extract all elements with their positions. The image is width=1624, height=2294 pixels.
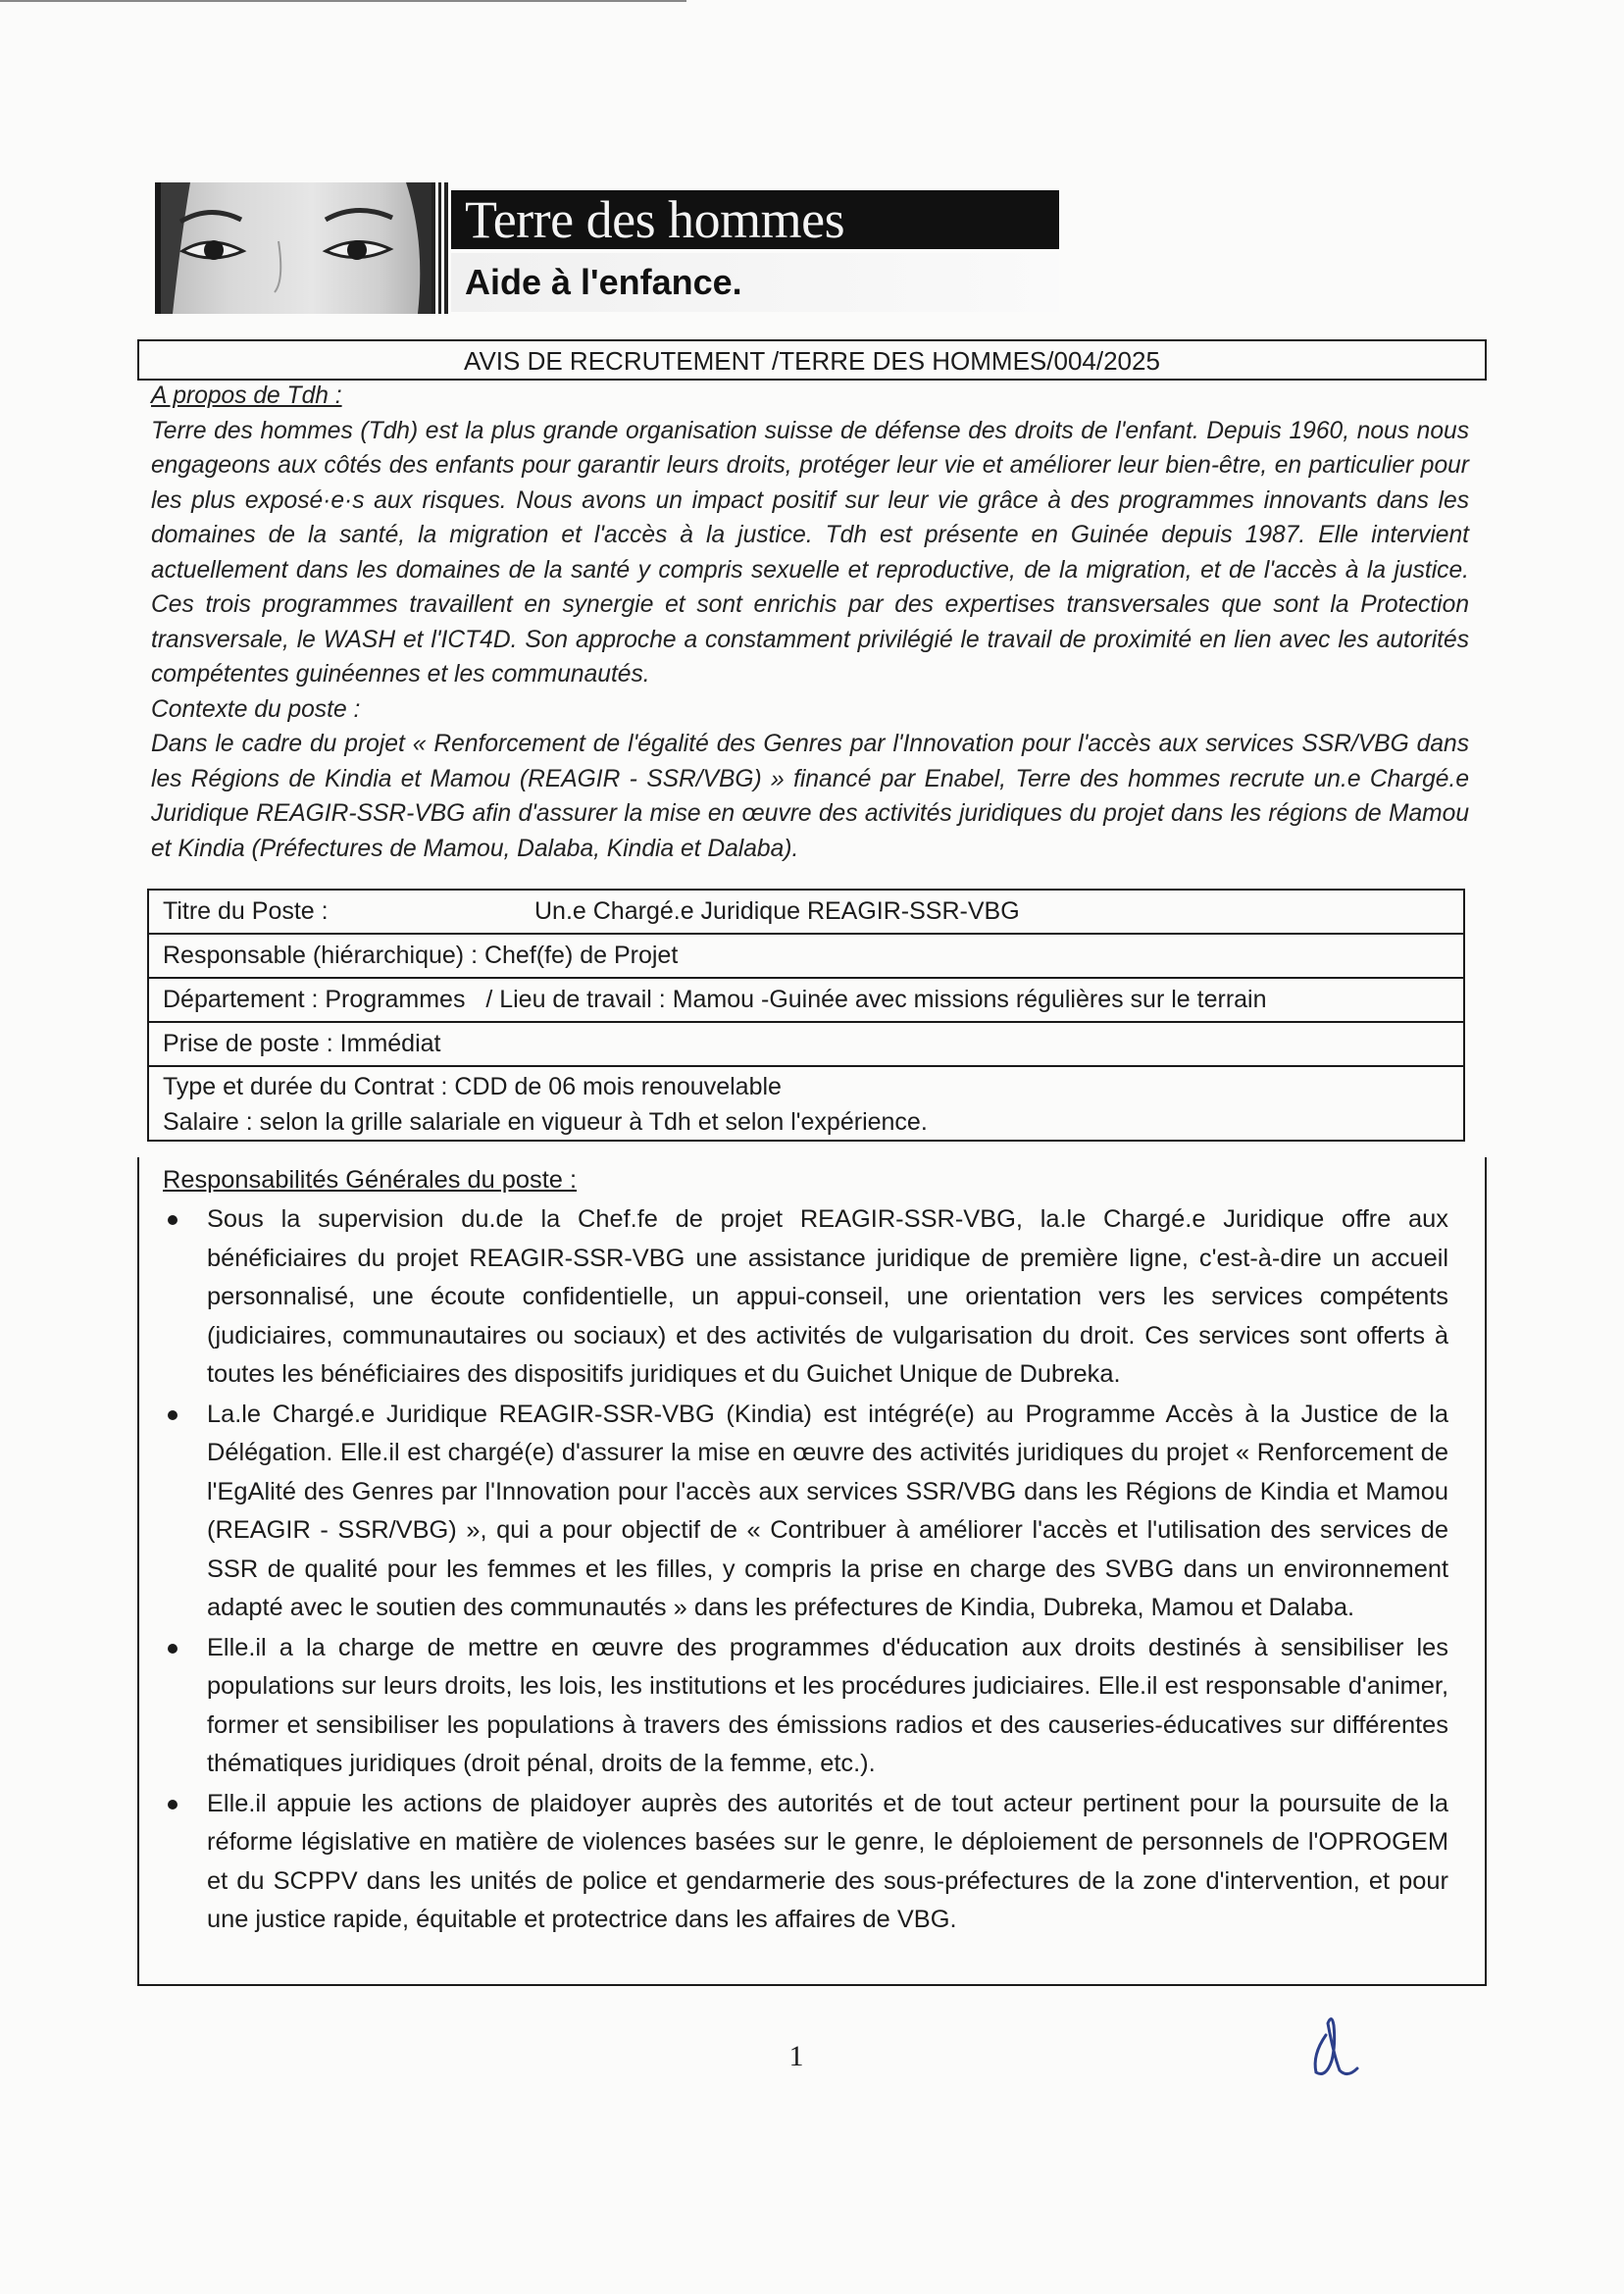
logo-subtitle: Aide à l'enfance. bbox=[451, 253, 1059, 312]
initials-signature-icon bbox=[1304, 2006, 1383, 2084]
job-title-value: Un.e Chargé.e Juridique REAGIR-SSR-VBG bbox=[534, 897, 1020, 925]
about-text: Terre des hommes (Tdh) est la plus grande organisation suisse de défense des droits de l'enfant. Depuis 1960, nous nous engageons aux côtés des enfants pour garantir leurs droits, protéger leur vie et améliorer leur bien-être, en particulier pour les plus exposé·e·s aux risques. Nous avons un impact positif sur leur vie grâce à des programmes innovants dans les domaines de la santé, la migration et l'accès à la justice. Tdh est présente en Guinée depuis 1987. Elle intervient actuellement dans les domaines de la santé y compris sexuelle et reproductive, de la migration, et de l'accès à la justice. Ces trois programmes travaillent en synergie et sont enrichis par des expertises transversales que sont la Protection transversale, le WASH et l'ICT4D. Son approche a constamment privilégié le travail de proximité en lien avec les autorités compétentes guinéennes et les communautés. bbox=[151, 417, 1469, 688]
scan-edge-line bbox=[0, 0, 686, 2]
context-text: Dans le cadre du projet « Renforcement de l'égalité des Genres par l'Innovation pour l'accès aux services SSR/VBG dans les Régions de Kindia et Mamou (REAGIR - SSR/VBG) » financé par Enabel, Terre des hommes recrute un.e Chargé.e Juridique REAGIR-SSR-VBG afin d'assurer la mise en œuvre des activités juridiques du projet dans les régions de Mamou et Kindia (Préfectures de Mamou, Dalaba, Kindia et Dalaba). bbox=[151, 731, 1469, 862]
manager-row bbox=[149, 935, 1463, 979]
contract-row bbox=[149, 1067, 1463, 1140]
contract-label: Type et durée du Contrat : bbox=[163, 1073, 448, 1100]
responsibilities-section bbox=[137, 1157, 1487, 1986]
list-item: Elle.il a la charge de mettre en œuvre des programmes d'éducation aux droits destinés à sensibiliser les populations sur leurs droits, les lois, les institutions et les procédures judiciaires. Elle.il est responsable d'animer, former et sensibiliser les populations à travers des émissions radios et des causeries-éducatives sur différentes thématiques juridiques (droit pénal, droits de la femme, etc.). bbox=[139, 1629, 1448, 1784]
start-value: Immédiat bbox=[339, 1030, 441, 1057]
manager-value: Chef(fe) de Projet bbox=[483, 942, 679, 969]
job-title-row bbox=[149, 891, 1463, 935]
about-heading: A propos de Tdh : bbox=[151, 382, 342, 409]
start-row bbox=[149, 1023, 1463, 1067]
notice-title: AVIS DE RECRUTEMENT /TERRE DES HOMMES/004/2025 bbox=[137, 339, 1487, 381]
list-item: La.le Chargé.e Juridique REAGIR-SSR-VBG (Kindia) est intégré(e) au Programme Accès à la Justice de la Délégation. Elle.il est chargé(e) d'assurer la mise en œuvre des activités juridiques du projet « Renforcement de l'EgAlité des Genres par l'Innovation pour l'accès aux services SSR/VBG dans les Régions de Kindia et Mamou (REAGIR - SSR/VBG) », qui a pour objectif de « Contribuer à améliorer l'accès et l'utilisation des services de SSR de qualité pour les femmes et les filles, y compris la prise en charge des SVBG dans un environnement adapté avec le soutien des communautés » dans les préfectures de Kindia, Dubreka, Mamou et Dalaba. bbox=[139, 1396, 1448, 1628]
department-label: Département : bbox=[163, 986, 319, 1013]
job-title-label: Titre du Poste : bbox=[163, 897, 329, 925]
list-item: Elle.il appuie les actions de plaidoyer auprès des autorités et de tout acteur pertinent pour la poursuite de la réforme législative en matière de violences basées sur le genre, le déploiement de personnels de l'OPROGEM et du SCPPV dans les unités de police et gendarmerie des sous-préfectures de la zone d'intervention, et pour une justice rapide, équitable et protectrice dans les affaires de VBG. bbox=[139, 1785, 1448, 1940]
department-row bbox=[149, 979, 1463, 1023]
job-info-table bbox=[147, 889, 1465, 1142]
logo-eyes-photo bbox=[155, 182, 435, 314]
list-item: Sous la supervision du.de la Chef.fe de projet REAGIR-SSR-VBG, la.le Chargé.e Juridique offre aux bénéficiaires du projet REAGIR-SSR-VBG une assistance juridique de première ligne, c'est-à-dire un accueil personnalisé, une écoute confidentielle, un appui-conseil, une orientation vers les services compétents (judiciaires, communautaires ou sociaux) et des activités de vulgarisation du droit. Ces services sont offerts à toutes les bénéficiaires des dispositifs juridiques et du Guichet Unique de Dubreka. bbox=[139, 1200, 1448, 1395]
page-number: 1 bbox=[788, 2040, 804, 2072]
responsibilities-list bbox=[139, 1200, 1448, 1941]
eyes-icon bbox=[161, 182, 435, 314]
location-label: / Lieu de travail : bbox=[485, 986, 666, 1013]
department-value: Programmes bbox=[325, 986, 466, 1013]
logo-title: Terre des hommes bbox=[451, 190, 1059, 249]
salary-label: Salaire : bbox=[163, 1108, 253, 1136]
start-label: Prise de poste : bbox=[163, 1030, 333, 1057]
intro-section bbox=[151, 379, 1469, 866]
manager-label: Responsable (hiérarchique) : bbox=[163, 942, 479, 969]
responsibilities-heading: Responsabilités Générales du poste : bbox=[163, 1166, 578, 1194]
tdh-logo bbox=[155, 182, 910, 320]
context-heading: Contexte du poste : bbox=[151, 695, 361, 723]
logo-bars-icon bbox=[430, 182, 451, 314]
salary-value: selon la grille salariale en vigueur à Tdh et selon l'expérience. bbox=[259, 1108, 928, 1136]
contract-value: CDD de 06 mois renouvelable bbox=[454, 1073, 782, 1100]
location-value: Mamou -Guinée avec missions régulières sur le terrain bbox=[672, 986, 1267, 1013]
